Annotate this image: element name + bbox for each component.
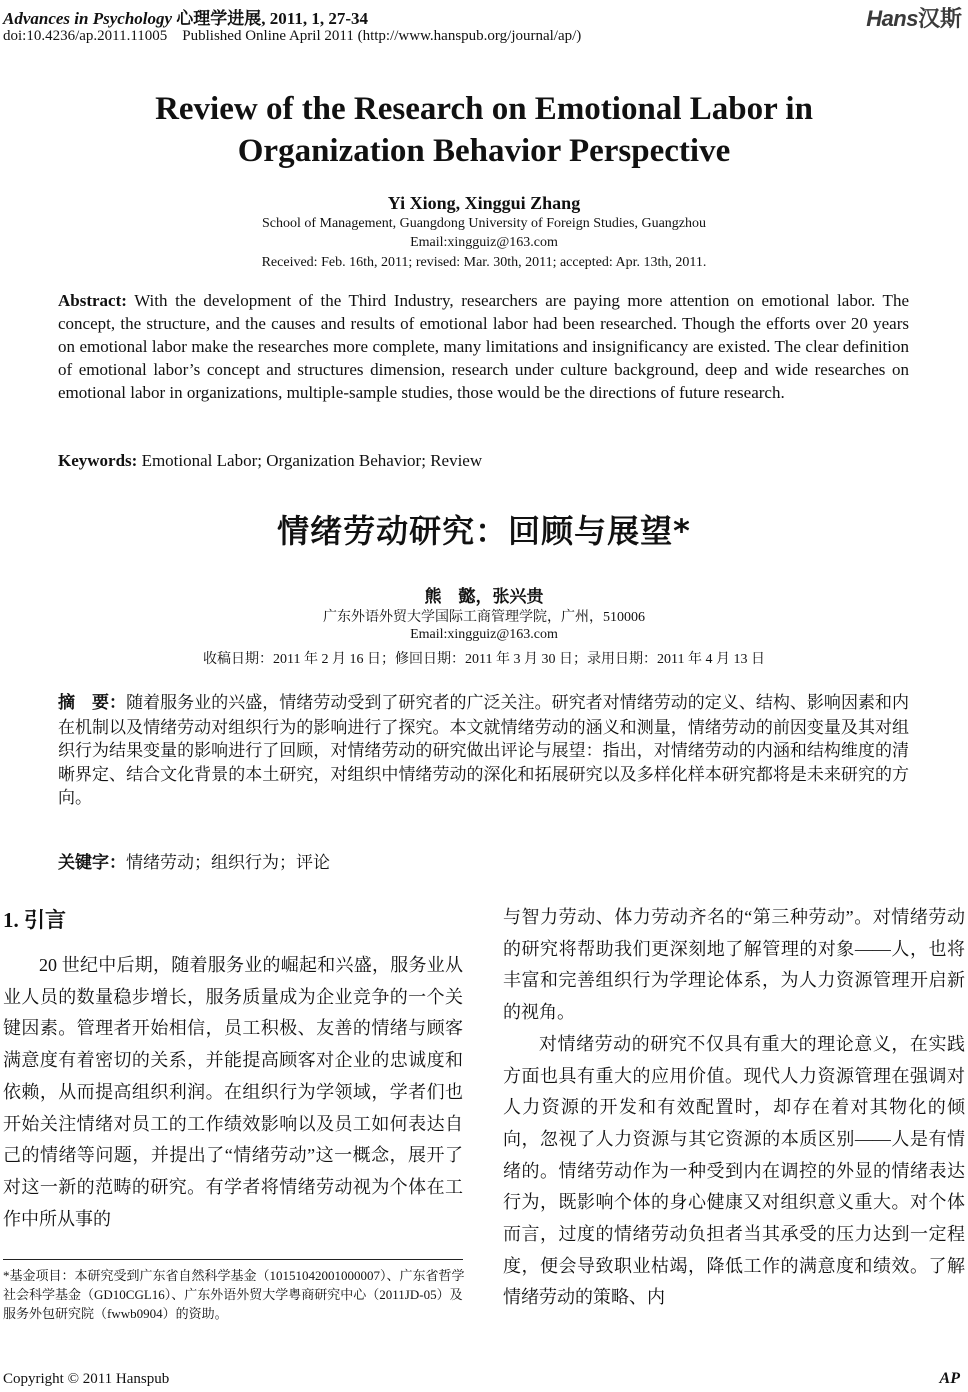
body-paragraph: 与智力劳动、体力劳动齐名的“第三种劳动”。对情绪劳动的研究将帮助我们更深刻地了解管理的对象——人，也将丰富和完善组织行为学理论体系，为人力资源管理开启新的视角。: [503, 907, 965, 1023]
copyright-notice: Copyright © 2011 Hanspub: [3, 1371, 170, 1387]
chinese-abstract: [58, 691, 909, 810]
chinese-email[interactable]: Email:xingguiz@163.com: [410, 627, 558, 642]
doi-line[interactable]: doi:10.4236/ap.2011.11005 Published Online April 2011 (http://www.hanspub.org/journal/ap/): [3, 28, 582, 44]
footnote-divider: [3, 1259, 463, 1260]
logo-text-en: Hans: [866, 6, 918, 31]
journal-name: Advances in Psychology: [3, 9, 173, 28]
chinese-keywords-label: 关键字：: [58, 853, 126, 873]
journal-header: [3, 4, 368, 29]
english-authors: Yi Xiong, Xinggui Zhang: [387, 193, 581, 213]
english-title-line-1: Review of the Research on Emotional Labor in: [155, 91, 813, 127]
journal-info: 心理学进展, 2011, 1, 27-34: [176, 9, 369, 28]
chinese-abstract-text: 随着服务业的兴盛，情绪劳动受到了研究者的广泛关注。研究者对情绪劳动的定义、结构、影响因素和内在机制以及情绪劳动对组织行为的影响进行了探究。本文就情绪劳动的涵义和测量，情绪劳动的前因变量及其对组织行为结果变量的影响进行了回顾，对情绪劳动的研究做出评论与展望：指出，对情绪劳动的内涵和结构维度的清晰界定、结合文化背景的本土研究，对组织中情绪劳动的深化和拓展研究以及多样化样本研究都将是未来研究的方向。: [58, 693, 910, 807]
funding-footnote: *基金项目：本研究受到广东省自然科学基金（10151042001000007）、广东省哲学社会科学基金（GD10CGL16）、广东外语外贸大学粤商研究中心（2011JD-05）及服务外包研究院（fwwb0904）的资助。: [3, 1268, 465, 1321]
english-dates: Received: Feb. 16th, 2011; revised: Mar. 30th, 2011; accepted: Apr. 13th, 2011.: [261, 255, 707, 270]
chinese-abstract-label: 摘 要：: [58, 693, 127, 713]
chinese-authors: 熊 懿，张兴贵: [424, 587, 544, 606]
section-heading: [3, 904, 66, 934]
journal-abbreviation: AP: [939, 1370, 960, 1387]
keywords-label: Keywords:: [58, 451, 138, 470]
body-column-left: [3, 950, 463, 1235]
chinese-keywords: [58, 848, 330, 873]
english-email[interactable]: Email:xingguiz@163.com: [410, 235, 558, 250]
english-title: [0, 88, 968, 172]
english-title-line-2: Organization Behavior Perspective: [237, 133, 731, 169]
body-column-right: [503, 902, 965, 1314]
abstract-text: With the development of the Third Industry, researchers are paying more attention on emotional labor. The concept, the structure, and the causes and results of emotional labor had been researched. Though the efforts over 20 years on emotional labor make the researches more complete, many limitations and insignificancy are existed. The clear definition of emotional labor’s concept and structures dimension, research under culture background, deep and wide researches on emotional labor in organizations, multiple-sample studies, those would be the directions of future research.: [58, 291, 909, 402]
chinese-title: 情绪劳动研究：回顾与展望*: [277, 512, 691, 550]
section-number: 1.: [3, 908, 19, 932]
publisher-logo: [866, 2, 962, 33]
english-affiliation: School of Management, Guangdong University of Foreign Studies, Guangzhou: [261, 216, 707, 231]
body-paragraph: 20 世纪中后期，随着服务业的崛起和兴盛，服务业从业人员的数量稳步增长，服务质量成为企业竞争的一个关键因素。管理者开始相信，员工积极、友善的情绪与顾客满意度有着密切的关系，并能提高顾客对企业的忠诚度和依赖，从而提高组织利润。在组织行为学领域，学者们也开始关注情绪对员工的工作绩效影响以及员工如何表达自己的情绪等问题，并提出了“情绪劳动”这一概念，展开了对这一新的范畴的研究。有学者将情绪劳动视为个体在工作中所从事的: [3, 955, 463, 1229]
chinese-affiliation: 广东外语外贸大学国际工商管理学院，广州，510006: [323, 610, 645, 625]
logo-text-cn: 汉斯: [917, 6, 962, 31]
section-title: 引言: [24, 908, 66, 932]
abstract-label: Abstract:: [58, 291, 127, 310]
chinese-keywords-text: 情绪劳动；组织行为；评论: [126, 853, 330, 872]
chinese-dates: 收稿日期：2011 年 2 月 16 日；修回日期：2011 年 3 月 30 日；录用日期：2011 年 4 月 13 日: [203, 652, 765, 667]
keywords-text: Emotional Labor; Organization Behavior; Review: [141, 451, 483, 470]
english-abstract: [58, 289, 909, 404]
english-keywords: [58, 451, 482, 471]
body-paragraph: 对情绪劳动的研究不仅具有重大的理论意义，在实践方面也具有重大的应用价值。现代人力资源管理在强调对人力资源的开发和有效配置时，却存在着对其物化的倾向，忽视了人力资源与其它资源的本质区别——人是有情绪的。情绪劳动作为一种受到内在调控的外显的情绪表达行为，既影响个体的身心健康又对组织意义重大。对个体而言，过度的情绪劳动负担者当其承受的压力达到一定程度，便会导致职业枯竭，降低工作的满意度和绩效。了解情绪劳动的策略、内: [503, 1033, 965, 1308]
